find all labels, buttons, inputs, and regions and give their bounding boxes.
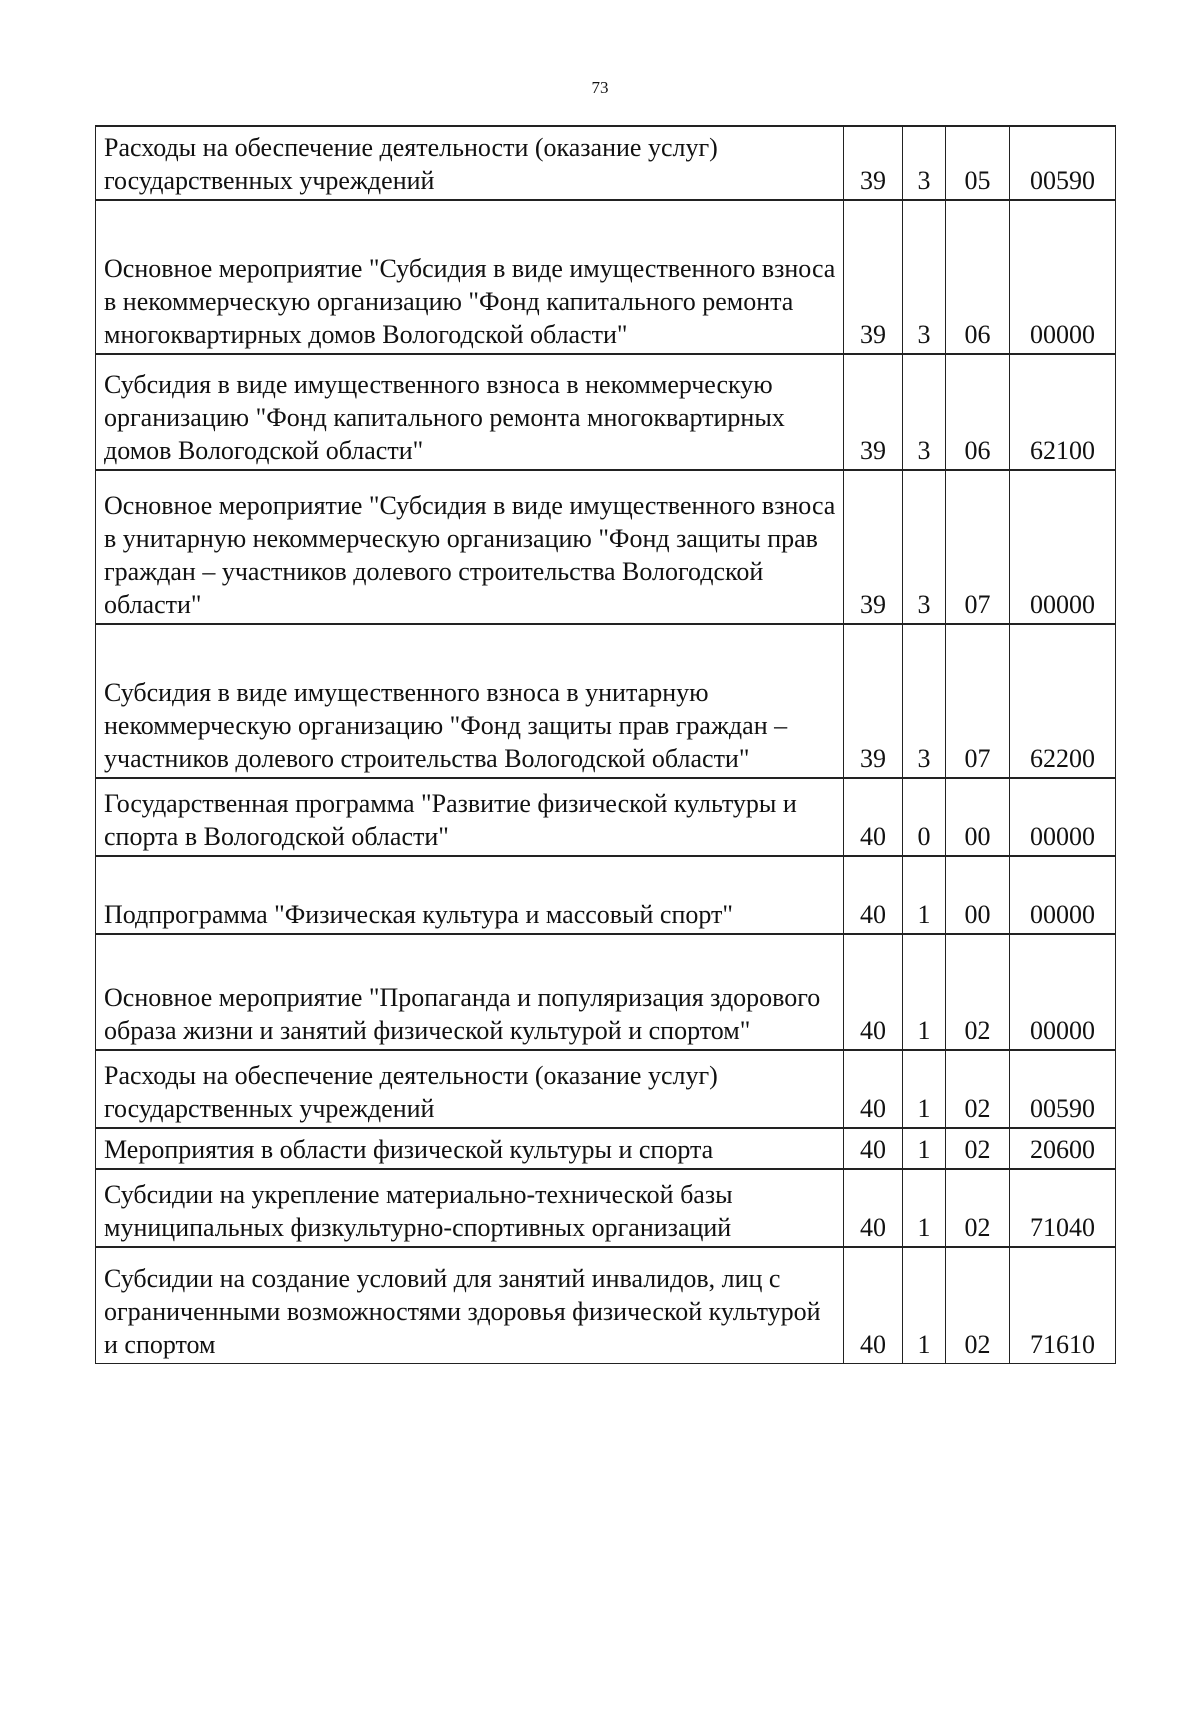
table-row: [96, 354, 1116, 470]
subprogram-code: 3: [903, 200, 946, 354]
program-code: 39: [844, 200, 903, 354]
event-code: 06: [946, 354, 1010, 470]
row-name: Субсидия в виде имущественного взноса в некоммерческую организацию "Фонд капитального ремонта многоквартирных домов Вологодской области": [96, 354, 844, 470]
subprogram-code: 3: [903, 624, 946, 778]
subprogram-code: 1: [903, 934, 946, 1050]
direction-code: 00000: [1010, 778, 1116, 856]
event-code: 02: [946, 1247, 1010, 1363]
table-row: [96, 624, 1116, 778]
event-code: 02: [946, 1169, 1010, 1247]
direction-code: 20600: [1010, 1128, 1116, 1169]
table-row: [96, 1169, 1116, 1247]
program-code: 40: [844, 1247, 903, 1363]
table-row: [96, 1247, 1116, 1363]
row-name: Субсидии на создание условий для занятий инвалидов, лиц с ограниченными возможностями здоровья физической культурой и спортом: [96, 1247, 844, 1363]
event-code: 02: [946, 1050, 1010, 1128]
program-code: 39: [844, 354, 903, 470]
row-name: Государственная программа "Развитие физической культуры и спорта в Вологодской области": [96, 778, 844, 856]
subprogram-code: 1: [903, 1247, 946, 1363]
table-row: [96, 200, 1116, 354]
direction-code: 00590: [1010, 126, 1116, 200]
row-name: Основное мероприятие "Субсидия в виде имущественного взноса в некоммерческую организацию "Фонд капитального ремонта многоквартирных домов Вологодской области": [96, 200, 844, 354]
table-row: [96, 934, 1116, 1050]
row-name: Расходы на обеспечение деятельности (оказание услуг) государственных учреждений: [96, 126, 844, 200]
program-code: 40: [844, 1050, 903, 1128]
event-code: 00: [946, 856, 1010, 934]
direction-code: 62100: [1010, 354, 1116, 470]
budget-classification-table: [95, 125, 1116, 1364]
program-code: 39: [844, 126, 903, 200]
table-row: [96, 1050, 1116, 1128]
row-name: Основное мероприятие "Пропаганда и популяризация здорового образа жизни и занятий физической культурой и спортом": [96, 934, 844, 1050]
program-code: 40: [844, 778, 903, 856]
row-name: Субсидии на укрепление материально-технической базы муниципальных физкультурно-спортивных организаций: [96, 1169, 844, 1247]
table-row: [96, 1128, 1116, 1169]
event-code: 07: [946, 470, 1010, 624]
subprogram-code: 3: [903, 354, 946, 470]
event-code: 00: [946, 778, 1010, 856]
event-code: 02: [946, 1128, 1010, 1169]
row-name: Подпрограмма "Физическая культура и массовый спорт": [96, 856, 844, 934]
direction-code: 00000: [1010, 934, 1116, 1050]
direction-code: 00000: [1010, 470, 1116, 624]
table-row: [96, 126, 1116, 200]
direction-code: 71040: [1010, 1169, 1116, 1247]
event-code: 07: [946, 624, 1010, 778]
program-code: 40: [844, 1169, 903, 1247]
direction-code: 62200: [1010, 624, 1116, 778]
row-name: Основное мероприятие "Субсидия в виде имущественного взноса в унитарную некоммерческую организацию "Фонд защиты прав граждан – участников долевого строительства Вологодской области": [96, 470, 844, 624]
program-code: 40: [844, 1128, 903, 1169]
page-number: 73: [591, 78, 609, 97]
table-row: [96, 470, 1116, 624]
subprogram-code: 1: [903, 1128, 946, 1169]
row-name: Мероприятия в области физической культуры и спорта: [96, 1128, 844, 1169]
subprogram-code: 3: [903, 126, 946, 200]
program-code: 39: [844, 624, 903, 778]
direction-code: 71610: [1010, 1247, 1116, 1363]
subprogram-code: 1: [903, 1050, 946, 1128]
program-code: 39: [844, 470, 903, 624]
event-code: 02: [946, 934, 1010, 1050]
row-name: Расходы на обеспечение деятельности (оказание услуг) государственных учреждений: [96, 1050, 844, 1128]
subprogram-code: 1: [903, 856, 946, 934]
direction-code: 00000: [1010, 856, 1116, 934]
table-row: [96, 856, 1116, 934]
program-code: 40: [844, 856, 903, 934]
program-code: 40: [844, 934, 903, 1050]
event-code: 06: [946, 200, 1010, 354]
row-name: Субсидия в виде имущественного взноса в унитарную некоммерческую организацию "Фонд защиты прав граждан – участников долевого строительства Вологодской области": [96, 624, 844, 778]
subprogram-code: 1: [903, 1169, 946, 1247]
subprogram-code: 0: [903, 778, 946, 856]
subprogram-code: 3: [903, 470, 946, 624]
direction-code: 00590: [1010, 1050, 1116, 1128]
direction-code: 00000: [1010, 200, 1116, 354]
table-row: [96, 778, 1116, 856]
event-code: 05: [946, 126, 1010, 200]
